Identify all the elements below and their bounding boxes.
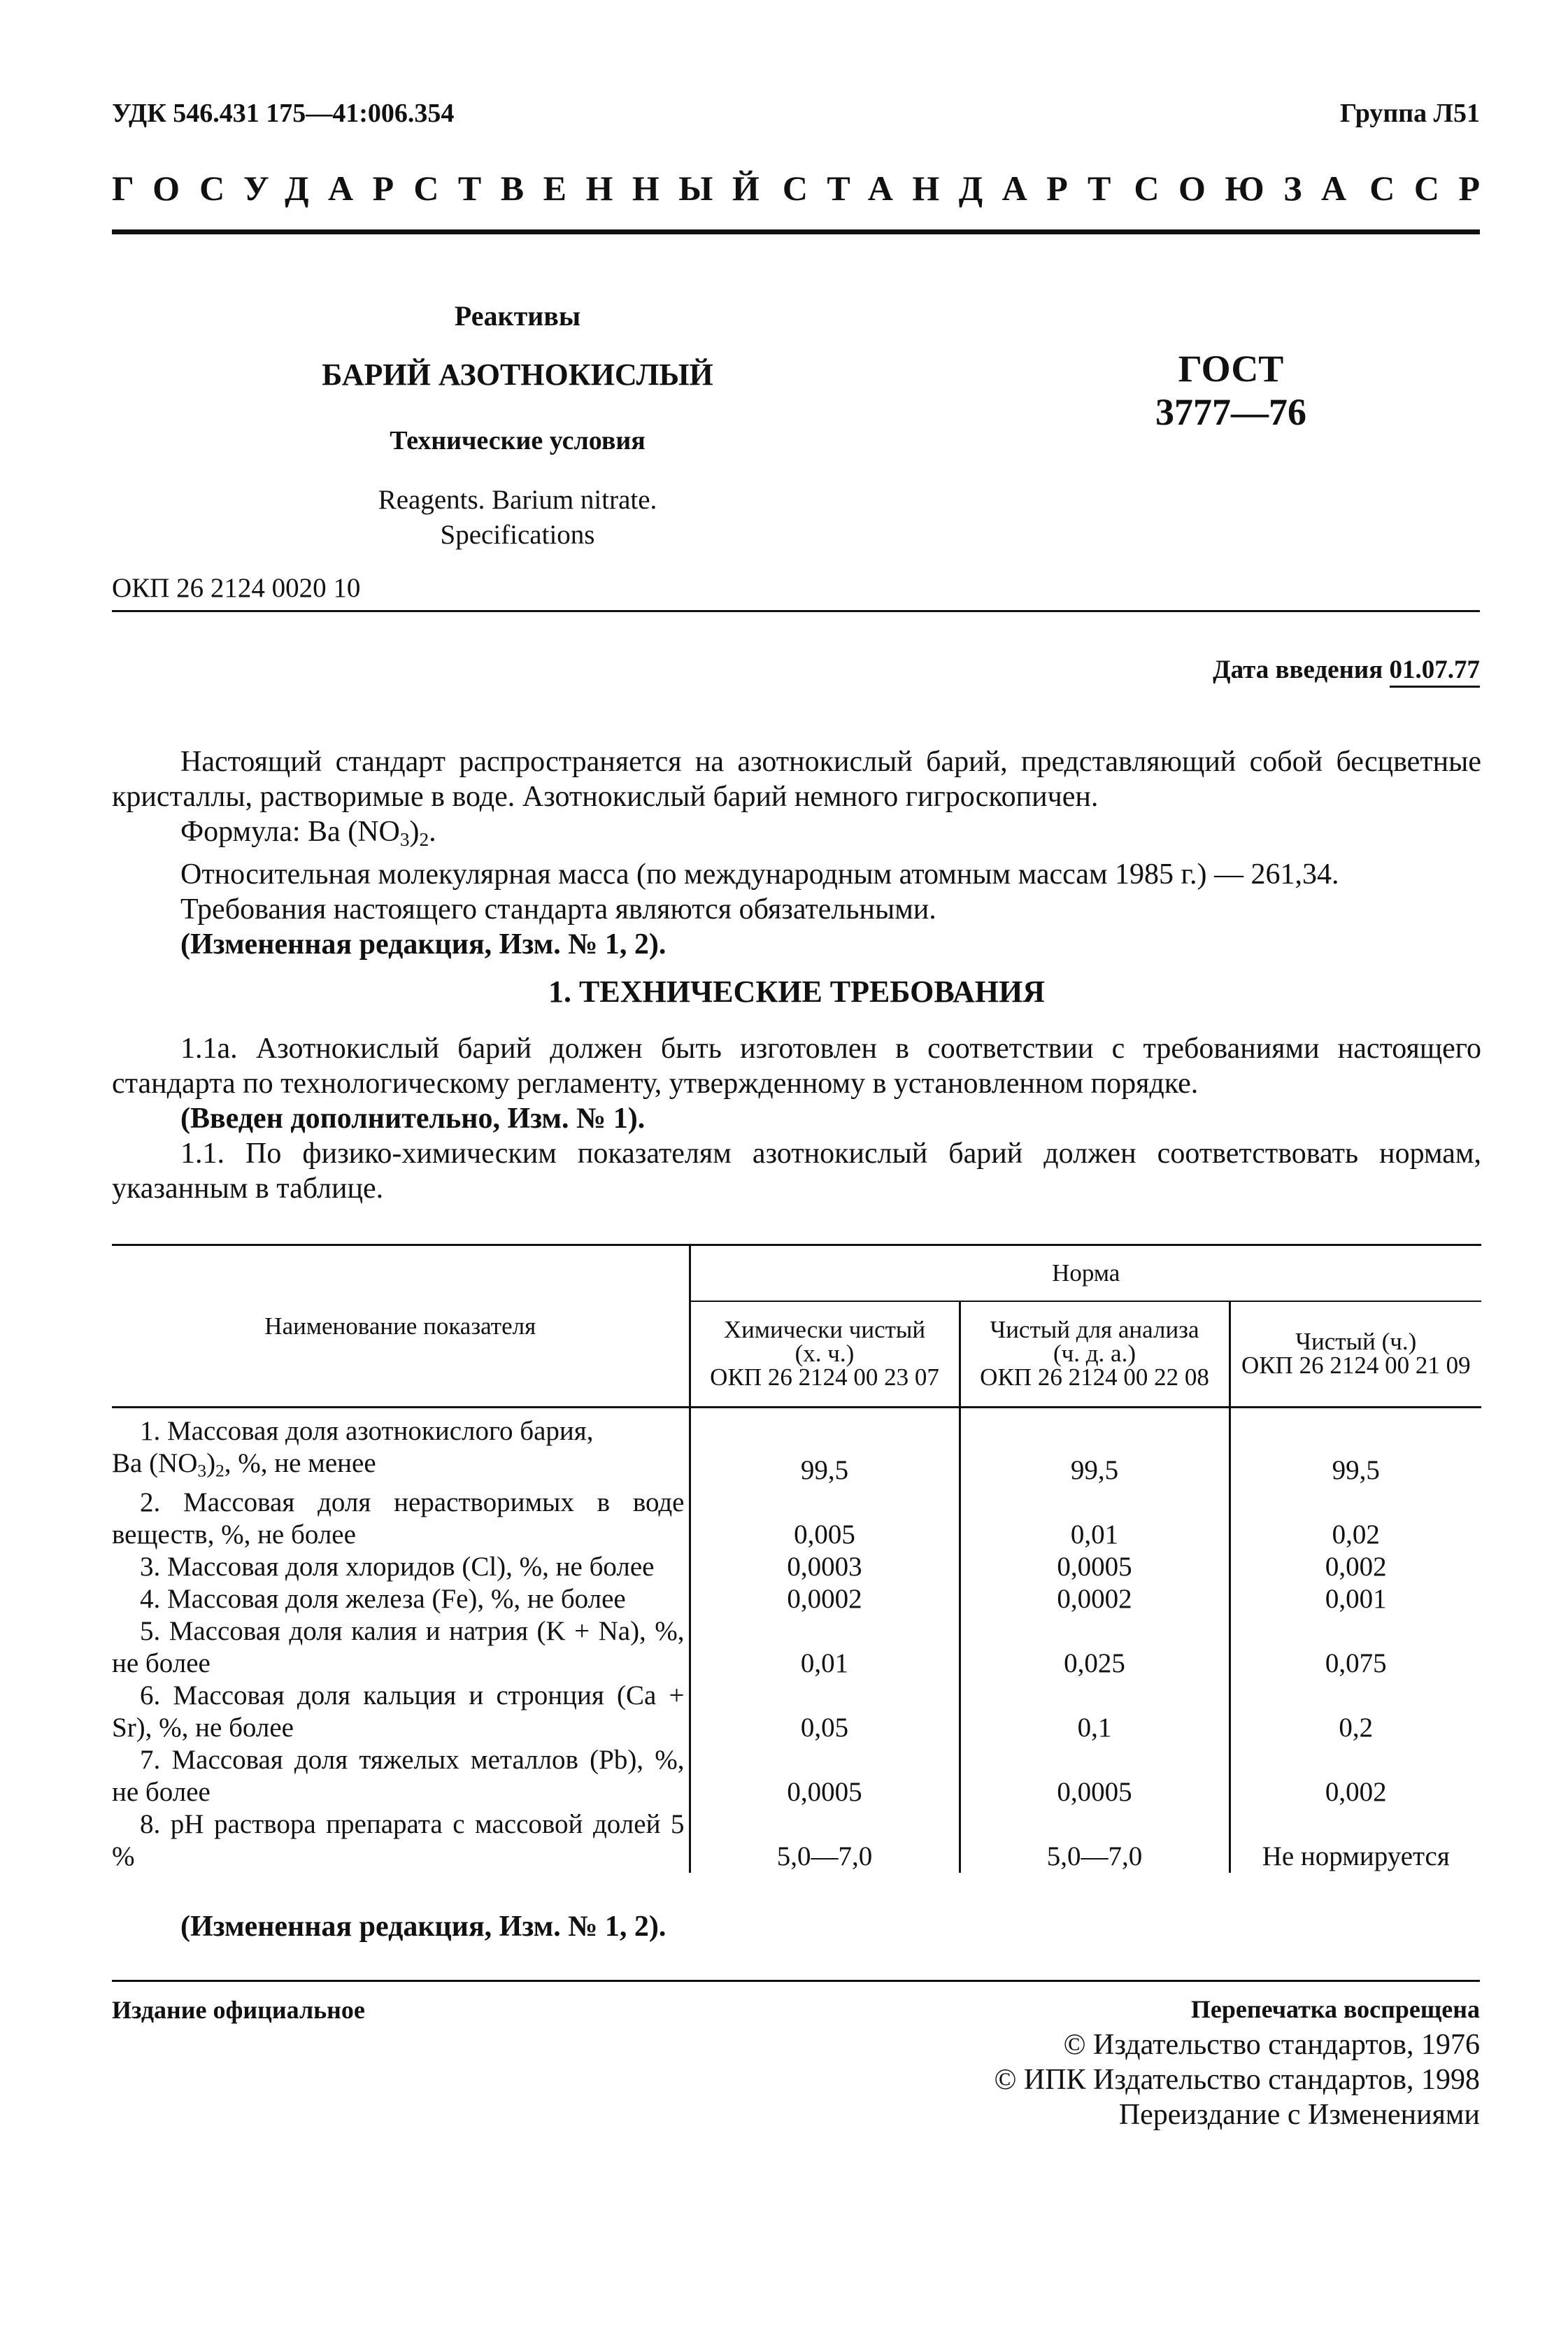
indicator-name: 3. Массовая доля хлоридов (Cl), %, не более bbox=[140, 1552, 655, 1582]
group-code: Группа Л51 bbox=[1339, 99, 1480, 128]
state-standard-banner bbox=[112, 168, 1499, 208]
norm-value: 0,0002 bbox=[690, 1583, 960, 1615]
norm-value: 0,001 bbox=[1230, 1583, 1481, 1615]
column-header-indicator: Наименование показателя bbox=[112, 1245, 690, 1408]
table-row bbox=[112, 1744, 1481, 1808]
indicator-name: 2. Массовая доля нерастворимых в воде веществ, %, не более bbox=[112, 1487, 685, 1550]
udk-code: УДК 546.431 175—41:006.354 bbox=[112, 99, 455, 128]
copyright-line: © Издательство стандартов, 1976 bbox=[1063, 2029, 1480, 2061]
norm-value: 0,075 bbox=[1230, 1615, 1481, 1680]
copyright-line: © ИПК Издательство стандартов, 1998 bbox=[994, 2064, 1480, 2096]
reprint-notice: Перепечатка воспрещена bbox=[1190, 1995, 1480, 2023]
norm-value: 0,002 bbox=[1230, 1551, 1481, 1583]
requirements-table bbox=[112, 1244, 1481, 1873]
norm-value: 99,5 bbox=[1230, 1408, 1481, 1487]
norm-value: Не нормируется bbox=[1230, 1808, 1481, 1873]
clause-1-1: 1.1. По физико-химическим показателям азотнокислый барий должен соответствовать нормам, указанным в таблице. bbox=[112, 1138, 1481, 1205]
norm-value: 0,0003 bbox=[690, 1551, 960, 1583]
table-row bbox=[112, 1487, 1481, 1551]
norm-value: 0,0005 bbox=[690, 1744, 960, 1808]
gost-label: ГОСТ bbox=[1178, 348, 1284, 390]
column-header-norm: Норма bbox=[690, 1245, 1481, 1301]
gost-designation bbox=[1091, 347, 1371, 434]
introduction-date-value: 01.07.77 bbox=[1390, 656, 1481, 688]
footer-rule bbox=[112, 1980, 1480, 1982]
norm-value: 0,025 bbox=[960, 1615, 1230, 1680]
norm-value: 0,02 bbox=[1230, 1487, 1481, 1551]
indicator-name: 4. Массовая доля железа (Fe), %, не более bbox=[140, 1584, 626, 1615]
norm-value: 0,01 bbox=[960, 1487, 1230, 1551]
english-title bbox=[252, 483, 783, 553]
norm-value: 0,005 bbox=[690, 1487, 960, 1551]
table-header-row bbox=[112, 1245, 1481, 1301]
gost-number: 3777—76 bbox=[1155, 391, 1306, 433]
english-title-line: Reagents. Barium nitrate. bbox=[378, 485, 657, 515]
formula-line: Формула: Ba $(NO_3)_2$. bbox=[180, 816, 436, 850]
banner-word: СОЮЗА bbox=[1134, 169, 1366, 208]
indicator-name: 7. Массовая доля тяжелых металлов (Pb), %, не более bbox=[112, 1745, 685, 1808]
norm-value: 5,0—7,0 bbox=[690, 1808, 960, 1873]
norm-value: 0,1 bbox=[960, 1680, 1230, 1744]
amendment-note: (Измененная редакция, Изм. № 1, 2). bbox=[180, 928, 667, 961]
header-rule bbox=[112, 229, 1480, 234]
standard-subtitle: Технические условия bbox=[390, 426, 646, 455]
table-row bbox=[112, 1551, 1481, 1583]
norm-value: 0,0002 bbox=[960, 1583, 1230, 1615]
publisher-info bbox=[994, 1995, 1480, 2132]
okp-code: ОКП 26 2124 0020 10 bbox=[112, 573, 361, 603]
table-row bbox=[112, 1615, 1481, 1680]
indicator-name: 1. Массовая доля азотнокислого бария, Ba $(NO_3)_2$, %, не менее bbox=[112, 1416, 594, 1481]
official-edition: Издание официальное bbox=[112, 1996, 365, 2024]
amendment-note: (Введен дополнительно, Изм. № 1). bbox=[180, 1103, 646, 1135]
english-title-line: Specifications bbox=[440, 520, 595, 550]
table-row bbox=[112, 1680, 1481, 1744]
column-header-grade: Химически чистый (х. ч.) ОКП 26 2124 00 23 07 bbox=[690, 1301, 960, 1408]
banner-word: ССР bbox=[1369, 169, 1499, 208]
indicator-name: 8. pH раствора препарата с массовой долей 5 % bbox=[112, 1809, 685, 1872]
norm-value: 99,5 bbox=[960, 1408, 1230, 1487]
norm-value: 99,5 bbox=[690, 1408, 960, 1487]
intro-paragraph: Настоящий стандарт распространяется на азотнокислый барий, представляющий собой бесцветные кристаллы, растворимые в воде. Азотнокислый барий немного гигроскопичен. bbox=[112, 746, 1481, 813]
indicator-name: 5. Массовая доля калия и натрия (K + Na), %, не более bbox=[112, 1616, 685, 1679]
reissue-notice: Переиздание с Изменениями bbox=[1118, 2099, 1480, 2131]
norm-value: 0,05 bbox=[690, 1680, 960, 1744]
column-header-grade: Чистый для анализа (ч. д. а.) ОКП 26 2124 00 22 08 bbox=[960, 1301, 1230, 1408]
norm-value: 0,2 bbox=[1230, 1680, 1481, 1744]
category-title: Реактивы bbox=[454, 300, 581, 332]
molecular-mass: Относительная молекулярная масса (по международным атомным массам 1985 г.) — 261,34. bbox=[180, 858, 1339, 891]
title-rule bbox=[112, 610, 1480, 612]
table-row bbox=[112, 1808, 1481, 1873]
table-row bbox=[112, 1583, 1481, 1615]
norm-value: 0,0005 bbox=[960, 1744, 1230, 1808]
column-header-grade: Чистый (ч.) ОКП 26 2124 00 21 09 bbox=[1230, 1301, 1481, 1408]
norm-value: 5,0—7,0 bbox=[960, 1808, 1230, 1873]
section-heading: 1. ТЕХНИЧЕСКИЕ ТРЕБОВАНИЯ bbox=[548, 975, 1045, 1009]
indicator-name: 6. Массовая доля кальция и стронция (Ca + Sr), %, не более bbox=[112, 1680, 685, 1743]
introduction-date-label: Дата введения bbox=[1213, 656, 1383, 684]
amendment-note: (Измененная редакция, Изм. № 1, 2). bbox=[180, 1911, 667, 1943]
introduction bbox=[112, 744, 1481, 962]
table-row bbox=[112, 1408, 1481, 1487]
introduction-date bbox=[1213, 655, 1480, 685]
clause-1-1a: 1.1а. Азотнокислый барий должен быть изготовлен в соответствии с требованиями настоящего стандарта по технологическому регламенту, утвержденному в установленном порядке. bbox=[112, 1033, 1481, 1100]
norm-value: 0,002 bbox=[1230, 1744, 1481, 1808]
banner-word: ГОСУДАРСТВЕННЫЙ bbox=[112, 169, 779, 208]
norm-value: 0,01 bbox=[690, 1615, 960, 1680]
standard-name: БАРИЙ АЗОТНОКИСЛЫЙ bbox=[322, 357, 713, 392]
banner-word: СТАНДАРТ bbox=[782, 169, 1130, 208]
norm-value: 0,0005 bbox=[960, 1551, 1230, 1583]
mandatory-note: Требования настоящего стандарта являются обязательными. bbox=[180, 893, 936, 926]
section-1-text bbox=[112, 1031, 1481, 1206]
